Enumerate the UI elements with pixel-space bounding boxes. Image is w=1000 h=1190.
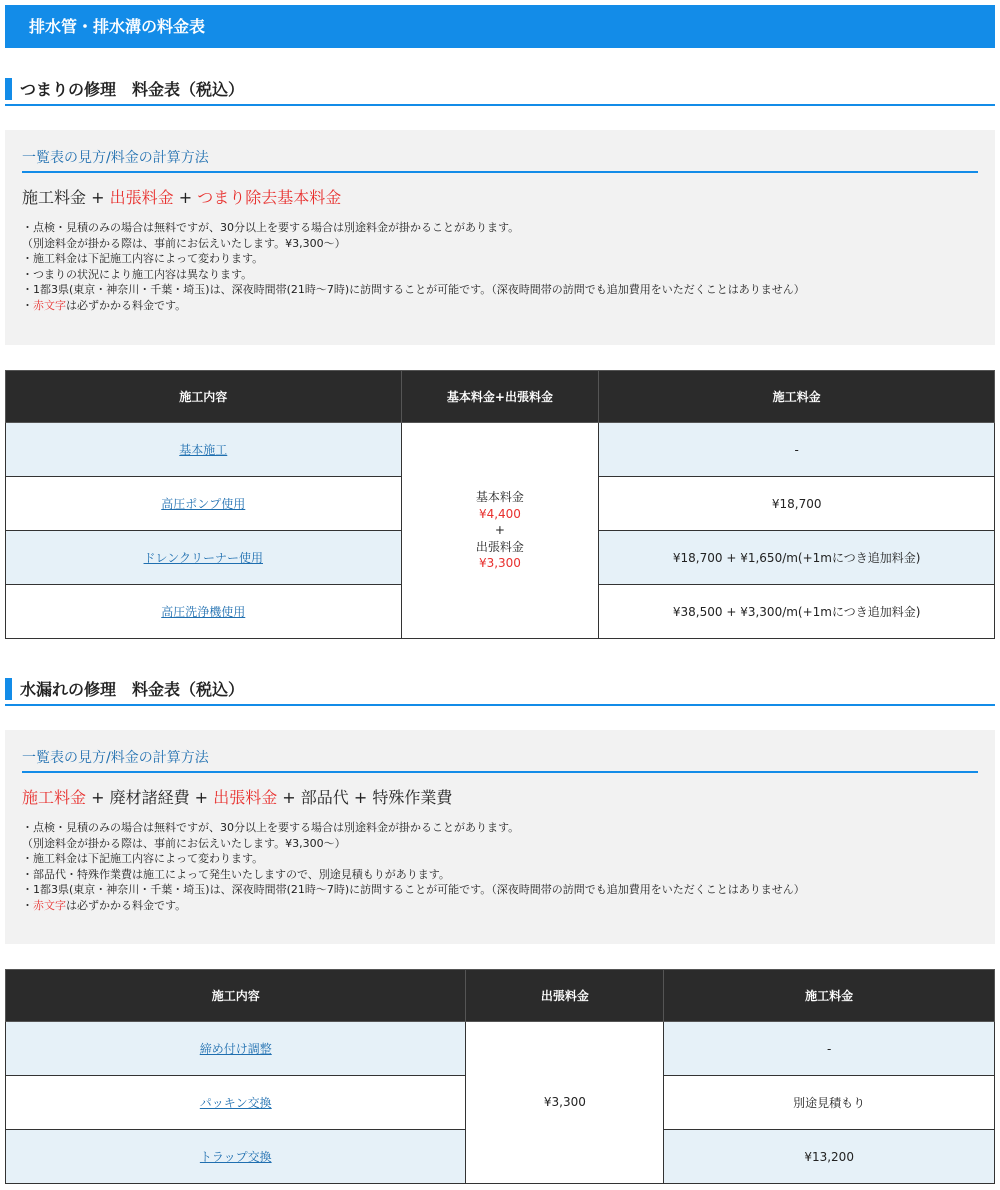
column-header: 施工料金: [664, 970, 995, 1022]
note-line: ・1都3県(東京・神奈川・千葉・埼玉)は、深夜時間帯(21時〜7時)に訪問することが可能です。（深夜時間帯の訪問でも追加費用をいただくことはありません）: [22, 883, 805, 896]
note-line: ・施工料金は下記施工内容によって変わります。: [22, 852, 264, 865]
section-marker: [5, 678, 12, 700]
price-cell: -: [664, 1022, 995, 1076]
formula-term: + 部品代 + 特殊作業費: [277, 788, 453, 807]
formula-term: つまり除去基本料金: [197, 188, 342, 207]
note-line-red: ・赤文字は必ずかかる料金です。: [22, 898, 187, 912]
column-header: 施工内容: [6, 371, 402, 423]
column-header: 出張料金: [466, 970, 664, 1022]
formula-term: + 廃材諸経費 +: [86, 788, 214, 807]
note-line-red: ・赤文字は必ずかかる料金です。: [22, 298, 187, 312]
formula-term: 出張料金: [109, 188, 174, 207]
section-marker: [5, 78, 12, 100]
column-header: 施工内容: [6, 970, 466, 1022]
price-table-clog: [5, 370, 995, 639]
note-line: ・部品代・特殊作業費は施工によって発生いたしますので、別途見積もりがあります。: [22, 867, 450, 881]
box-heading: 一覧表の見方/料金の計算方法: [22, 730, 978, 773]
page-title: 排水管・排水溝の料金表: [5, 5, 995, 48]
price-formula: [22, 186, 978, 210]
note-line: （別途料金が掛かる際は、事前にお伝えいたします。¥3,300〜）: [22, 236, 346, 250]
column-header: 施工料金: [599, 371, 995, 423]
service-link[interactable]: ドレンクリーナー使用: [143, 551, 263, 565]
formula-term: +: [173, 188, 198, 207]
price-table-leak: [5, 969, 995, 1184]
price-formula: [22, 786, 978, 810]
price-cell: ¥38,500 + ¥3,300/m(+1mにつき追加料金): [599, 585, 995, 639]
info-box-clog: [5, 130, 995, 345]
note-line: ・つまりの状況により施工内容は異なります。: [22, 267, 253, 281]
service-link[interactable]: 締め付け調整: [199, 1042, 272, 1056]
price-cell: -: [599, 423, 995, 477]
note-line: ・点検・見積のみの場合は無料ですが、30分以上を要する場合は別途料金が掛かることがあります。: [22, 221, 520, 234]
box-heading: 一覧表の見方/料金の計算方法: [22, 130, 978, 173]
service-link[interactable]: トラップ交換: [199, 1150, 272, 1164]
table-row: [6, 1022, 995, 1076]
note-line: （別途料金が掛かる際は、事前にお伝えいたします。¥3,300〜）: [22, 836, 346, 850]
notes-list: [22, 220, 978, 313]
price-cell: ¥18,700: [599, 477, 995, 531]
notes-list: [22, 820, 978, 913]
section-title-leak: [5, 680, 995, 706]
section-title-clog: [5, 80, 995, 106]
formula-term: 出張料金: [213, 788, 278, 807]
section-title-text: 水漏れの修理 料金表（税込）: [20, 680, 245, 699]
formula-term: +: [86, 188, 110, 207]
price-cell: 別途見積もり: [664, 1076, 995, 1130]
formula-term: 施工料金: [22, 788, 87, 807]
travel-fee-cell: ¥3,300: [466, 1022, 664, 1184]
service-link[interactable]: 高圧洗浄機使用: [161, 605, 246, 619]
note-line: ・施工料金は下記施工内容によって変わります。: [22, 252, 264, 265]
service-link[interactable]: 基本施工: [179, 443, 228, 457]
base-fee-cell: 基本料金 ¥4,400 + 出張料金 ¥3,300: [401, 423, 599, 639]
table-row: [6, 423, 995, 477]
service-link[interactable]: 高圧ポンプ使用: [161, 497, 246, 511]
info-box-leak: [5, 730, 995, 944]
column-header: 基本料金+出張料金: [401, 371, 599, 423]
formula-term: 施工料金: [22, 188, 87, 207]
price-cell: ¥18,700 + ¥1,650/m(+1mにつき追加料金): [599, 531, 995, 585]
service-link[interactable]: パッキン交換: [199, 1096, 272, 1110]
price-cell: ¥13,200: [664, 1130, 995, 1184]
note-line: ・1都3県(東京・神奈川・千葉・埼玉)は、深夜時間帯(21時〜7時)に訪問することが可能です。（深夜時間帯の訪問でも追加費用をいただくことはありません）: [22, 283, 805, 296]
note-line: ・点検・見積のみの場合は無料ですが、30分以上を要する場合は別途料金が掛かることがあります。: [22, 821, 520, 834]
section-title-text: つまりの修理 料金表（税込）: [20, 80, 245, 99]
